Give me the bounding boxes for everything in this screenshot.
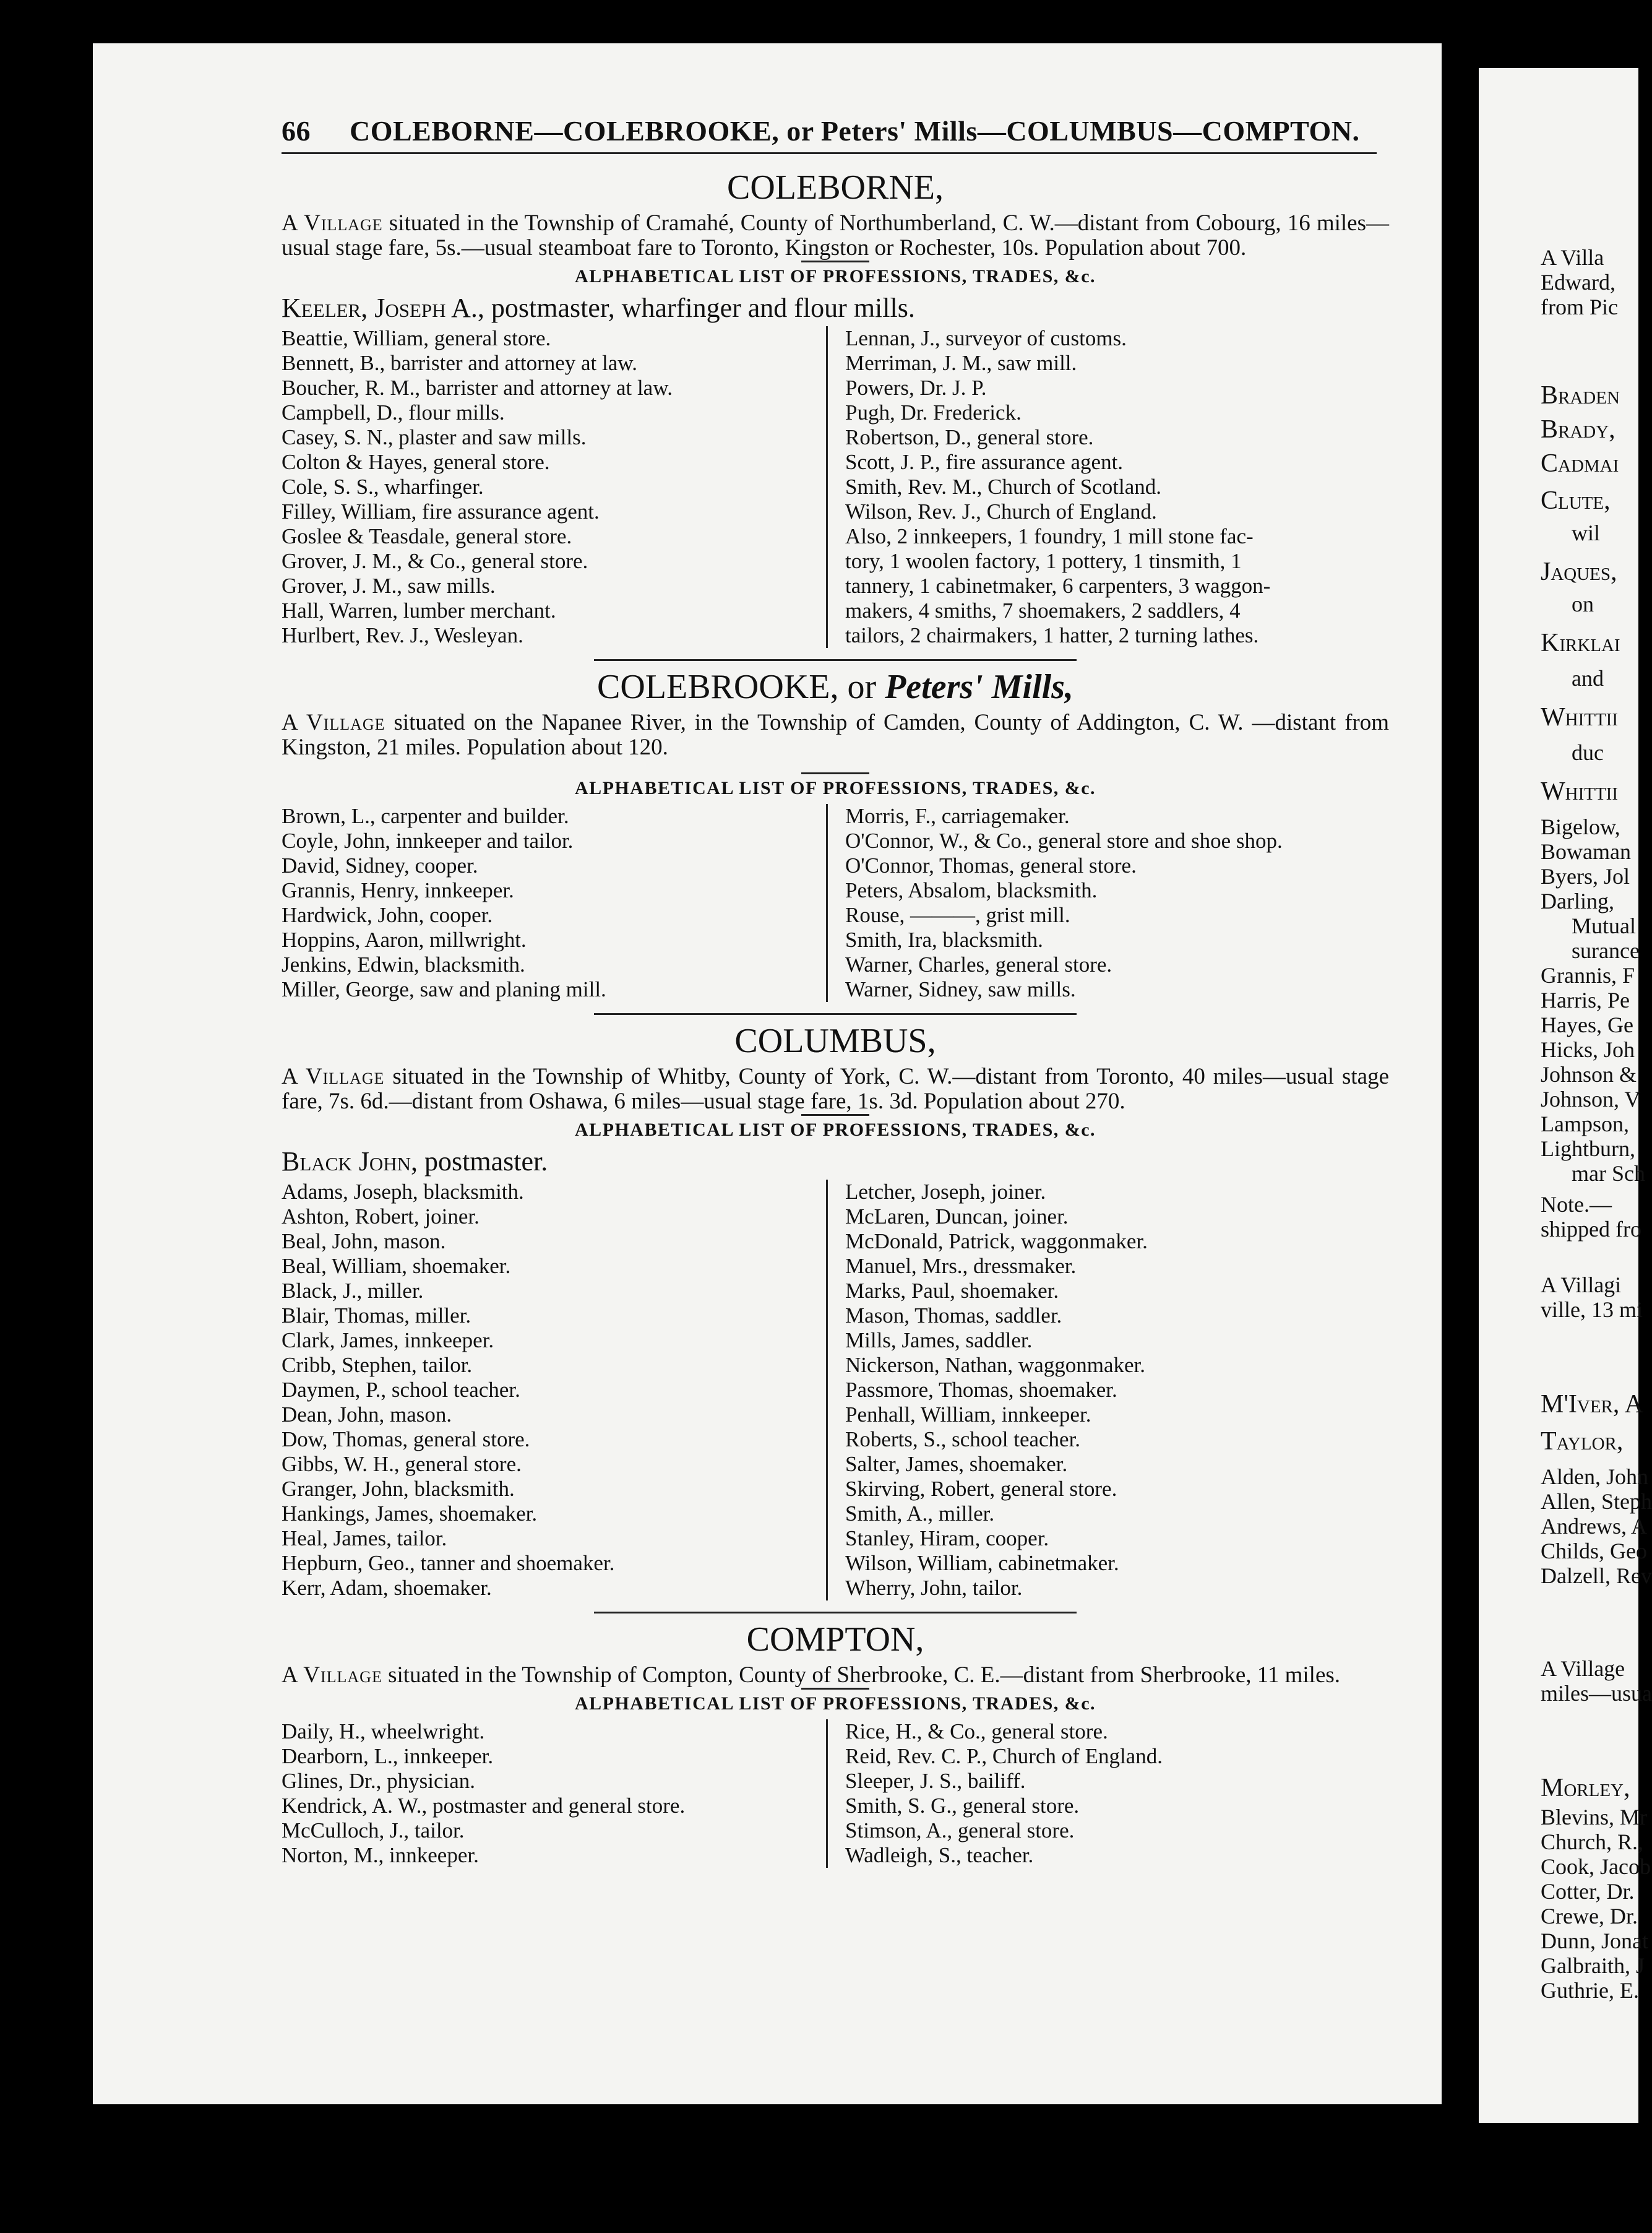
list-item: Powers, Dr. J. P. (845, 376, 987, 400)
list-item: tailors, 2 chairmakers, 1 hatter, 2 turning lathes. (845, 623, 1259, 647)
facing-page-line: Lampson, (1541, 1112, 1629, 1136)
list-item: O'Connor, W., & Co., general store and shoe shop. (845, 829, 1283, 853)
list-item: Dearborn, L., innkeeper. (282, 1744, 494, 1768)
list-item: Daily, H., wheelwright. (282, 1719, 485, 1743)
facing-page-line: M'Iver, A (1541, 1390, 1643, 1419)
list-item: Jenkins, Edwin, blacksmith. (282, 952, 525, 977)
list-item: Stimson, A., general store. (845, 1818, 1075, 1842)
list-item: Smith, Ira, blacksmith. (845, 928, 1043, 952)
list-item: Nickerson, Nathan, waggonmaker. (845, 1353, 1145, 1377)
list-item: Roberts, S., school teacher. (845, 1427, 1081, 1451)
list-item: Skirving, Robert, general store. (845, 1477, 1117, 1501)
facing-page-line: Galbraith, J (1541, 1953, 1645, 1978)
list-item: Rice, H., & Co., general store. (845, 1719, 1108, 1743)
list-item: Peters, Absalom, blacksmith. (845, 878, 1098, 902)
short-rule (801, 1114, 869, 1116)
right-column (826, 1180, 1371, 1600)
facing-page-line: Clute, (1541, 486, 1611, 515)
facing-page-line: Note.— (1541, 1192, 1612, 1217)
list-item: O'Connor, Thomas, general store. (845, 853, 1137, 878)
facing-page-line: Harris, Pe (1541, 988, 1630, 1013)
list-item: Smith, S. G., general store. (845, 1794, 1080, 1818)
facing-page-line: Andrews, A (1541, 1514, 1647, 1539)
facing-page-line: A Villa (1541, 245, 1604, 270)
list-item: Wherry, John, tailor. (845, 1576, 1023, 1600)
list-item: Campbell, D., flour mills. (282, 400, 505, 425)
section-description-colebrooke: A Village situated on the Napanee River, in the Township of Camden, County of Addington, C. W. —distant from Kingston, 21 miles. Population about 120. (282, 710, 1390, 760)
left-column (282, 326, 826, 648)
list-item: Hurlbert, Rev. J., Wesleyan. (282, 623, 523, 647)
section-title-columbus: COLUMBUS, (734, 1022, 936, 1060)
list-heading: ALPHABETICAL LIST OF PROFESSIONS, TRADES, &c. (574, 266, 1096, 287)
section-title-coleborne: COLEBORNE, (727, 168, 944, 207)
list-item: McLaren, Duncan, joiner. (845, 1204, 1069, 1229)
facing-page-line: Morley, (1541, 1774, 1630, 1802)
list-item: Black, J., miller. (282, 1279, 424, 1303)
facing-page-line: Blevins, Mr (1541, 1805, 1648, 1829)
list-item: Kerr, Adam, shoemaker. (282, 1576, 492, 1600)
list-item: Pugh, Dr. Frederick. (845, 400, 1022, 425)
facing-page-line: Mutual (1572, 914, 1636, 938)
section-description-compton: A Village situated in the Township of Compton, County of Sherbrooke, C. E.—distant from Sherbrooke, 11 miles. (282, 1662, 1341, 1688)
facing-page-line: shipped fro (1541, 1217, 1641, 1242)
facing-page-line: Byers, Jol (1541, 864, 1630, 889)
entries-coleborne (282, 326, 1389, 648)
lead-entry: Black John, postmaster. (282, 1146, 548, 1177)
facing-page-line: Taylor, (1541, 1427, 1624, 1456)
list-item: Hardwick, John, cooper. (282, 903, 493, 927)
list-item: Filley, William, fire assurance agent. (282, 499, 600, 524)
list-item: Smith, Rev. M., Church of Scotland. (845, 475, 1162, 499)
facing-page-line: Lightburn, (1541, 1136, 1635, 1161)
list-item: Reid, Rev. C. P., Church of England. (845, 1744, 1163, 1768)
list-item: Merriman, J. M., saw mill. (845, 351, 1077, 375)
facing-page-line: on (1572, 592, 1594, 616)
list-item: Boucher, R. M., barrister and attorney at law. (282, 376, 673, 400)
facing-page-line: Whittii (1541, 703, 1618, 732)
list-item: Cribb, Stephen, tailor. (282, 1353, 473, 1377)
facing-page-line: Cotter, Dr. (1541, 1879, 1635, 1904)
list-item: Mills, James, saddler. (845, 1328, 1033, 1352)
facing-page-line: Dalzell, Rev (1541, 1563, 1652, 1588)
facing-page-line: ville, 13 mi (1541, 1297, 1643, 1322)
list-item: Cole, S. S., wharfinger. (282, 475, 484, 499)
list-item: Clark, James, innkeeper. (282, 1328, 494, 1352)
facing-page-line: duc (1572, 740, 1604, 765)
facing-page-line: Johnson, V (1541, 1087, 1641, 1112)
list-item: Blair, Thomas, miller. (282, 1303, 471, 1328)
facing-page-line: Grannis, F (1541, 963, 1635, 988)
list-item: David, Sidney, cooper. (282, 853, 478, 878)
list-item: Warner, Sidney, saw mills. (845, 977, 1076, 1001)
right-column (826, 804, 1371, 1002)
section-title-colebrooke: COLEBROOKE, or Peters' Mills, (597, 668, 1073, 706)
facing-page-line: Braden (1541, 381, 1620, 410)
list-item: Rouse, ———, grist mill. (845, 903, 1070, 927)
entries-colebrooke (282, 804, 1389, 1002)
list-item: Stanley, Hiram, cooper. (845, 1526, 1049, 1550)
list-item: Penhall, William, innkeeper. (845, 1402, 1091, 1427)
facing-page-line: Edward, (1541, 270, 1615, 295)
facing-page-line: Cook, Jacob (1541, 1854, 1651, 1879)
facing-page-line: Brady, (1541, 415, 1615, 444)
facing-page-line: Allen, Steph (1541, 1489, 1652, 1514)
list-item: Salter, James, shoemaker. (845, 1452, 1068, 1476)
facing-page-line: and (1572, 666, 1604, 691)
facing-page-line: Bowaman (1541, 839, 1631, 864)
list-item: Hankings, James, shoemaker. (282, 1501, 538, 1526)
running-header (282, 114, 1389, 147)
list-item: Daymen, P., school teacher. (282, 1378, 520, 1402)
list-item: Heal, James, tailor. (282, 1526, 447, 1550)
list-heading: ALPHABETICAL LIST OF PROFESSIONS, TRADES, &c. (574, 1693, 1096, 1714)
right-column (826, 1719, 1371, 1868)
list-item: Manuel, Mrs., dressmaker. (845, 1254, 1077, 1278)
list-item: Passmore, Thomas, shoemaker. (845, 1378, 1117, 1402)
section-description-coleborne: A Village situated in the Township of Cramahé, County of Northumberland, C. W.—distant from Cobourg, 16 miles—usual stage fare, 5s.—usual steamboat fare to Toronto, Kingston or Rochester, 10s. Population about 700. (282, 210, 1390, 261)
list-item: Grover, J. M., & Co., general store. (282, 549, 588, 573)
list-heading: ALPHABETICAL LIST OF PROFESSIONS, TRADES, &c. (574, 1120, 1096, 1140)
list-item: Dow, Thomas, general store. (282, 1427, 530, 1451)
list-item: tory, 1 woolen factory, 1 pottery, 1 tinsmith, 1 (845, 549, 1242, 573)
list-item: Bennett, B., barrister and attorney at law. (282, 351, 638, 375)
facing-page-line: A Villagi (1541, 1272, 1622, 1297)
list-item: Robertson, D., general store. (845, 425, 1094, 449)
list-item: Beattie, William, general store. (282, 326, 551, 350)
list-item: Mason, Thomas, saddler. (845, 1303, 1062, 1328)
list-item: Also, 2 innkeepers, 1 foundry, 1 mill stone fac- (845, 524, 1254, 548)
list-item: Coyle, John, innkeeper and tailor. (282, 829, 574, 853)
facing-page-line: Johnson & (1541, 1062, 1637, 1087)
list-item: Morris, F., carriagemaker. (845, 804, 1070, 828)
list-item: Casey, S. N., plaster and saw mills. (282, 425, 587, 449)
list-item: Miller, George, saw and planing mill. (282, 977, 606, 1001)
list-item: Lennan, J., surveyor of customs. (845, 326, 1127, 350)
facing-page-line: Hayes, Ge (1541, 1013, 1633, 1037)
list-item: Wilson, Rev. J., Church of England. (845, 499, 1157, 524)
list-item: Norton, M., innkeeper. (282, 1843, 479, 1867)
entries-columbus (282, 1180, 1389, 1600)
facing-page-line: from Pic (1541, 295, 1618, 319)
facing-page-line: mar Sch (1572, 1161, 1645, 1186)
list-item: Wilson, William, cabinetmaker. (845, 1551, 1119, 1575)
page-content (282, 114, 1389, 1868)
left-column (282, 804, 826, 1002)
list-item: Hepburn, Geo., tanner and shoemaker. (282, 1551, 615, 1575)
list-item: Dean, John, mason. (282, 1402, 452, 1427)
short-rule (801, 772, 869, 774)
facing-page-line: Cadmai (1541, 449, 1619, 478)
list-item: Colton & Hayes, general store. (282, 450, 550, 474)
facing-page-line: Alden, John (1541, 1464, 1648, 1489)
facing-page-line: Darling, (1541, 889, 1614, 914)
list-item: Brown, L., carpenter and builder. (282, 804, 569, 828)
list-item: Marks, Paul, shoemaker. (845, 1279, 1059, 1303)
list-item: Wadleigh, S., teacher. (845, 1843, 1034, 1867)
list-item: Gibbs, W. H., general store. (282, 1452, 522, 1476)
section-divider (594, 1013, 1077, 1015)
lead-entry: Keeler, Joseph A., postmaster, wharfinger and flour mills. (282, 293, 915, 323)
facing-page-line: Dunn, Jonat (1541, 1928, 1648, 1953)
facing-page-line: Bigelow, (1541, 814, 1620, 839)
list-item: Hall, Warren, lumber merchant. (282, 598, 556, 623)
list-item: Grover, J. M., saw mills. (282, 574, 496, 598)
facing-page-fragment (1479, 68, 1652, 2123)
list-item: Adams, Joseph, blacksmith. (282, 1180, 524, 1204)
list-item: Beal, John, mason. (282, 1229, 446, 1253)
list-item: Goslee & Teasdale, general store. (282, 524, 572, 548)
short-rule (801, 1688, 869, 1690)
left-column (282, 1719, 826, 1868)
list-heading: ALPHABETICAL LIST OF PROFESSIONS, TRADES, &c. (574, 778, 1096, 798)
list-item: Ashton, Robert, joiner. (282, 1204, 480, 1229)
left-column (282, 1180, 826, 1600)
list-item: tannery, 1 cabinetmaker, 6 carpenters, 3 waggon- (845, 574, 1271, 598)
list-item: Kendrick, A. W., postmaster and general store. (282, 1794, 686, 1818)
facing-page-line: Whittii (1541, 777, 1618, 806)
section-title-compton: COMPTON, (746, 1620, 924, 1659)
right-column (826, 326, 1371, 648)
list-item: Scott, J. P., fire assurance agent. (845, 450, 1124, 474)
list-item: Letcher, Joseph, joiner. (845, 1180, 1046, 1204)
facing-page-line: Crewe, Dr. (1541, 1904, 1638, 1928)
section-description-columbus: A Village situated in the Township of Whitby, County of York, C. W.—distant from Toronto, 40 miles—usual stage fare, 7s. 6d.—distant from Oshawa, 6 miles—usual stage fare, 1s. 3d. Population about 270. (282, 1064, 1389, 1114)
section-divider (594, 1612, 1077, 1613)
list-item: Granger, John, blacksmith. (282, 1477, 515, 1501)
entries-compton (282, 1719, 1389, 1868)
facing-page-line: Childs, Geo (1541, 1539, 1648, 1563)
list-item: Grannis, Henry, innkeeper. (282, 878, 514, 902)
facing-page-line: Church, R., (1541, 1829, 1643, 1854)
facing-page-line: Guthrie, E. (1541, 1978, 1639, 2003)
list-item: Glines, Dr., physician. (282, 1769, 476, 1793)
facing-page-line: Kirklai (1541, 629, 1620, 657)
list-item: Hoppins, Aaron, millwright. (282, 928, 527, 952)
facing-page-line: miles—usua (1541, 1681, 1652, 1706)
list-item: Sleeper, J. S., bailiff. (845, 1769, 1026, 1793)
list-item: Warner, Charles, general store. (845, 952, 1112, 977)
section-divider (594, 659, 1077, 661)
short-rule (801, 261, 869, 262)
facing-page-line: wil (1572, 520, 1601, 545)
list-item: Beal, William, shoemaker. (282, 1254, 511, 1278)
page-number: 66 (282, 115, 311, 147)
running-title: COLEBORNE—COLEBROOKE, or Peters' Mills—COLUMBUS—COMPTON. (350, 115, 1360, 147)
facing-page-line: A Village (1541, 1656, 1625, 1681)
list-item: makers, 4 smiths, 7 shoemakers, 2 saddlers, 4 (845, 598, 1241, 623)
list-item: McDonald, Patrick, waggonmaker. (845, 1229, 1148, 1253)
list-item: McCulloch, J., tailor. (282, 1818, 465, 1842)
facing-page-line: Jaques, (1541, 558, 1617, 586)
list-item: Smith, A., miller. (845, 1501, 995, 1526)
facing-page-line: surance (1572, 938, 1640, 963)
facing-page-line: Hicks, Joh (1541, 1037, 1635, 1062)
header-rule (282, 152, 1377, 154)
